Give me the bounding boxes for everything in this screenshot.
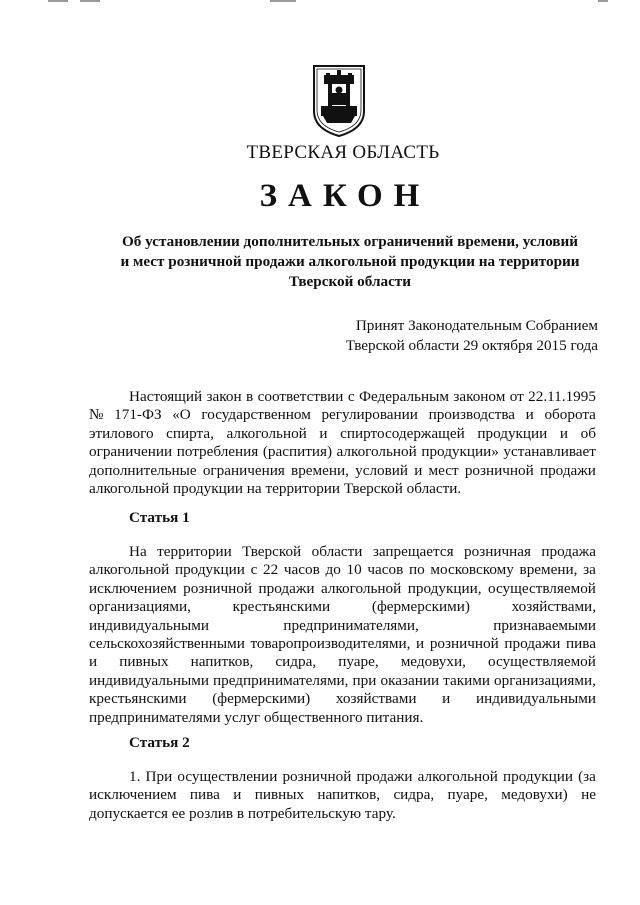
word: организациями, — [494, 671, 596, 689]
document-type-title: ЗАКОН — [259, 178, 431, 214]
word: часов — [283, 561, 320, 579]
word: сидра, — [275, 653, 317, 671]
word: хозяйствами, — [511, 598, 596, 616]
word: (за — [578, 768, 596, 785]
word: такими — [443, 671, 490, 689]
word: 22.11.1995 — [528, 388, 596, 405]
word: напитков, — [190, 653, 254, 671]
word: регулировании — [321, 406, 418, 424]
text-line — [89, 690, 596, 708]
text-line — [89, 406, 596, 424]
article-1-paragraph — [89, 543, 596, 727]
word: исключением — [89, 786, 177, 804]
word: продажи — [258, 579, 315, 597]
word: пивных — [119, 653, 169, 671]
word: не — [581, 786, 596, 804]
word: алкогольной — [417, 768, 498, 785]
text-line — [89, 462, 596, 480]
word: 1. — [129, 768, 141, 785]
word: продукции» — [421, 443, 499, 461]
word: признаваемыми — [493, 616, 596, 634]
word: продажи — [356, 768, 413, 785]
word: условий — [355, 461, 409, 479]
word: и — [89, 653, 98, 671]
word: алкогольной — [336, 443, 417, 461]
text-line — [89, 672, 596, 690]
word: алкогольной — [89, 561, 170, 579]
word: алкогольной — [226, 424, 307, 442]
word: алкогольной — [321, 579, 402, 597]
word: медовухи) — [501, 786, 568, 804]
word: с — [250, 561, 258, 579]
word: и — [559, 424, 569, 442]
word: предпринимателями, — [213, 671, 349, 689]
text-line — [89, 635, 596, 653]
word: за — [583, 561, 596, 579]
text-line — [89, 598, 596, 616]
region-name: ТВЕРСКАЯ ОБЛАСТЬ — [246, 142, 440, 163]
word: территории — [157, 543, 232, 560]
word: продукции — [477, 424, 548, 442]
word: пива — [565, 635, 596, 653]
word: и — [525, 406, 534, 424]
text-line — [89, 425, 596, 443]
word: напитков, — [317, 786, 381, 804]
word: организациями, — [89, 598, 191, 616]
word: исключением — [89, 579, 177, 597]
word: крестьянскими — [232, 598, 331, 616]
word: потребления — [176, 443, 259, 461]
word: законом — [453, 388, 506, 405]
text-line — [89, 561, 596, 579]
word: и — [233, 786, 242, 804]
text-line: предпринимателями услуг общественного питания. — [89, 708, 424, 726]
text-line: алкогольной продукции на территории Тверской области. — [89, 480, 462, 498]
word: Федеральным — [359, 388, 449, 405]
word: от — [509, 388, 524, 405]
word: до — [325, 561, 341, 579]
word: индивидуальными — [476, 690, 596, 708]
text-line — [89, 443, 596, 461]
word: продажа — [541, 543, 596, 560]
word: продажи — [504, 635, 561, 653]
word: № — [89, 406, 104, 424]
scan-artifact-line — [270, 0, 296, 2]
word: с — [347, 388, 355, 405]
word: хозяйствами — [335, 690, 417, 708]
word: Тверской — [242, 543, 302, 560]
scan-artifact-line — [48, 0, 68, 2]
word: и — [319, 424, 328, 442]
word: индивидуальными — [89, 616, 209, 634]
word: предпринимателями, — [283, 616, 419, 634]
word: розничной — [282, 768, 352, 785]
word: оборота — [544, 406, 596, 424]
article-1-heading: Статья 1 — [129, 509, 190, 526]
word: спирта, — [166, 424, 214, 442]
word: московскому — [430, 561, 514, 579]
scan-artifact-line — [598, 0, 608, 2]
word: и — [416, 635, 425, 653]
word: «О — [172, 406, 191, 424]
subject-line: и мест розничной продажи алкогольной продукции на территории — [120, 253, 580, 270]
word: запрещается — [372, 543, 454, 560]
word: розничной — [429, 635, 499, 653]
word: осуществляемой — [488, 653, 596, 671]
word: продажи — [539, 461, 596, 479]
word: устанавливает — [503, 443, 596, 461]
word: времени, — [291, 461, 349, 479]
word: 22 — [263, 561, 279, 579]
word: времени, — [519, 561, 578, 579]
word: часов — [367, 561, 404, 579]
text-line — [89, 653, 596, 671]
word: этилового — [89, 424, 154, 442]
text-line — [89, 617, 596, 635]
word: по — [408, 561, 425, 579]
preamble-paragraph — [89, 388, 596, 498]
word: розничная — [464, 543, 531, 560]
word: пива — [189, 786, 220, 804]
word: и — [442, 690, 451, 708]
subject-line: Об установлении дополнительных ограничений времени, условий — [121, 233, 579, 250]
adoption-note — [346, 316, 598, 356]
word: медовухи, — [400, 653, 466, 671]
text-line — [89, 786, 596, 804]
word: При — [145, 768, 173, 785]
word: 10 — [346, 561, 362, 579]
text-line — [89, 543, 596, 561]
word: закон — [206, 388, 242, 405]
text-line — [89, 580, 596, 598]
word: товаропроизводителями, — [250, 635, 411, 653]
word: мест — [428, 461, 459, 479]
word: Настоящий — [129, 388, 203, 405]
word: ограничения — [202, 461, 285, 479]
word: соответствии — [257, 388, 344, 405]
subject-line: Тверской области — [288, 273, 412, 290]
text-line: допускается ее розлив в потребительскую тару. — [89, 804, 396, 822]
article-2-paragraph — [89, 768, 596, 823]
word: продукции, — [407, 579, 482, 597]
word: (фермерскими) — [212, 690, 311, 708]
word: 171-ФЗ — [114, 406, 162, 424]
law-subject-title — [100, 232, 600, 292]
word: продукции — [174, 561, 245, 579]
word: На — [129, 543, 147, 560]
word: при — [352, 671, 377, 689]
text-line — [89, 768, 596, 786]
adoption-line: Тверской области 29 октября 2015 года — [345, 337, 598, 354]
word: индивидуальными — [89, 671, 209, 689]
word: пуаре, — [447, 786, 488, 804]
adoption-line: Принят Законодательным Собранием — [355, 317, 598, 334]
word: (распития) — [262, 443, 333, 461]
word: розничной — [464, 461, 534, 479]
word: государственном — [201, 406, 311, 424]
scan-artifact-line — [80, 0, 100, 2]
word: (фермерскими) — [371, 598, 470, 616]
word: осуществляемой — [488, 579, 596, 597]
word: области — [311, 543, 363, 560]
word: сельскохозяйственными — [89, 635, 245, 653]
word: пивных — [254, 786, 305, 804]
word: сидра, — [393, 786, 435, 804]
word: производства — [428, 406, 516, 424]
coat-of-arms-icon — [311, 63, 367, 139]
word: и — [414, 461, 423, 479]
word: оказании — [380, 671, 440, 689]
text-line — [89, 388, 596, 406]
word: спиртосодержащей — [340, 424, 465, 442]
word: об — [580, 424, 596, 442]
article-2-heading: Статья 2 — [129, 734, 190, 751]
word: ограничении — [89, 443, 173, 461]
word: пуаре, — [338, 653, 379, 671]
word: крестьянскими — [89, 690, 187, 708]
word: дополнительные — [89, 461, 197, 479]
word: осуществлении — [177, 768, 278, 785]
word: продукции — [503, 768, 573, 785]
word: в — [246, 388, 254, 405]
word: розничной — [183, 579, 253, 597]
